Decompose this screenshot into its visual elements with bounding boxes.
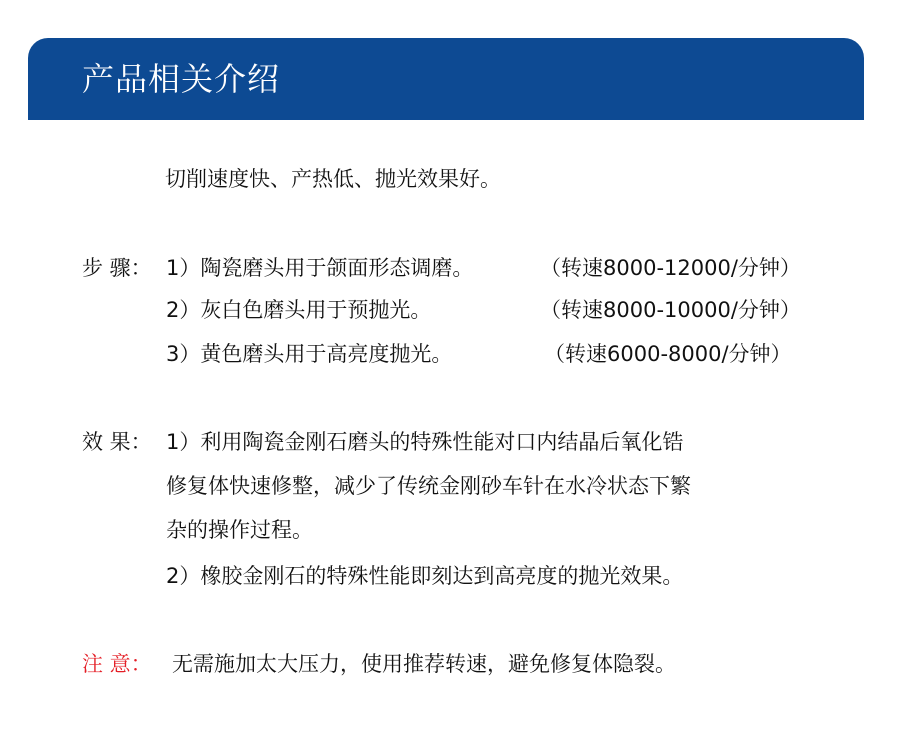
step-item-3-text: 3）黄色磨头用于高亮度抛光。 [166,342,453,366]
step-item-1-speed: （转速8000-12000/分钟） [540,256,801,280]
effects-line-1: 1）利用陶瓷金刚石磨头的特殊性能对口内结晶后氧化锆 [166,430,684,454]
section-title: 产品相关介绍 [82,60,281,98]
note-text: 无需施加太大压力，使用推荐转速，避免修复体隐裂。 [172,652,676,676]
note-label: 注 意： [82,652,152,676]
step-item-2-text: 2）灰白色磨头用于预抛光。 [166,298,432,322]
section-header [28,38,864,120]
steps-label: 步 骤： [82,256,152,280]
effects-label: 效 果： [82,430,152,454]
step-item-1-text: 1）陶瓷磨头用于颌面形态调磨。 [166,256,474,280]
effects-line-4: 2）橡胶金刚石的特殊性能即刻达到高亮度的抛光效果。 [166,564,684,588]
intro-text: 切削速度快、产热低、抛光效果好。 [165,167,501,191]
step-item-2-speed: （转速8000-10000/分钟） [540,298,801,322]
step-item-3-speed: （转速6000-8000/分钟） [544,342,792,366]
effects-line-3: 杂的操作过程。 [166,518,313,542]
effects-line-2: 修复体快速修整，减少了传统金刚砂车针在水冷状态下繁 [166,474,691,498]
